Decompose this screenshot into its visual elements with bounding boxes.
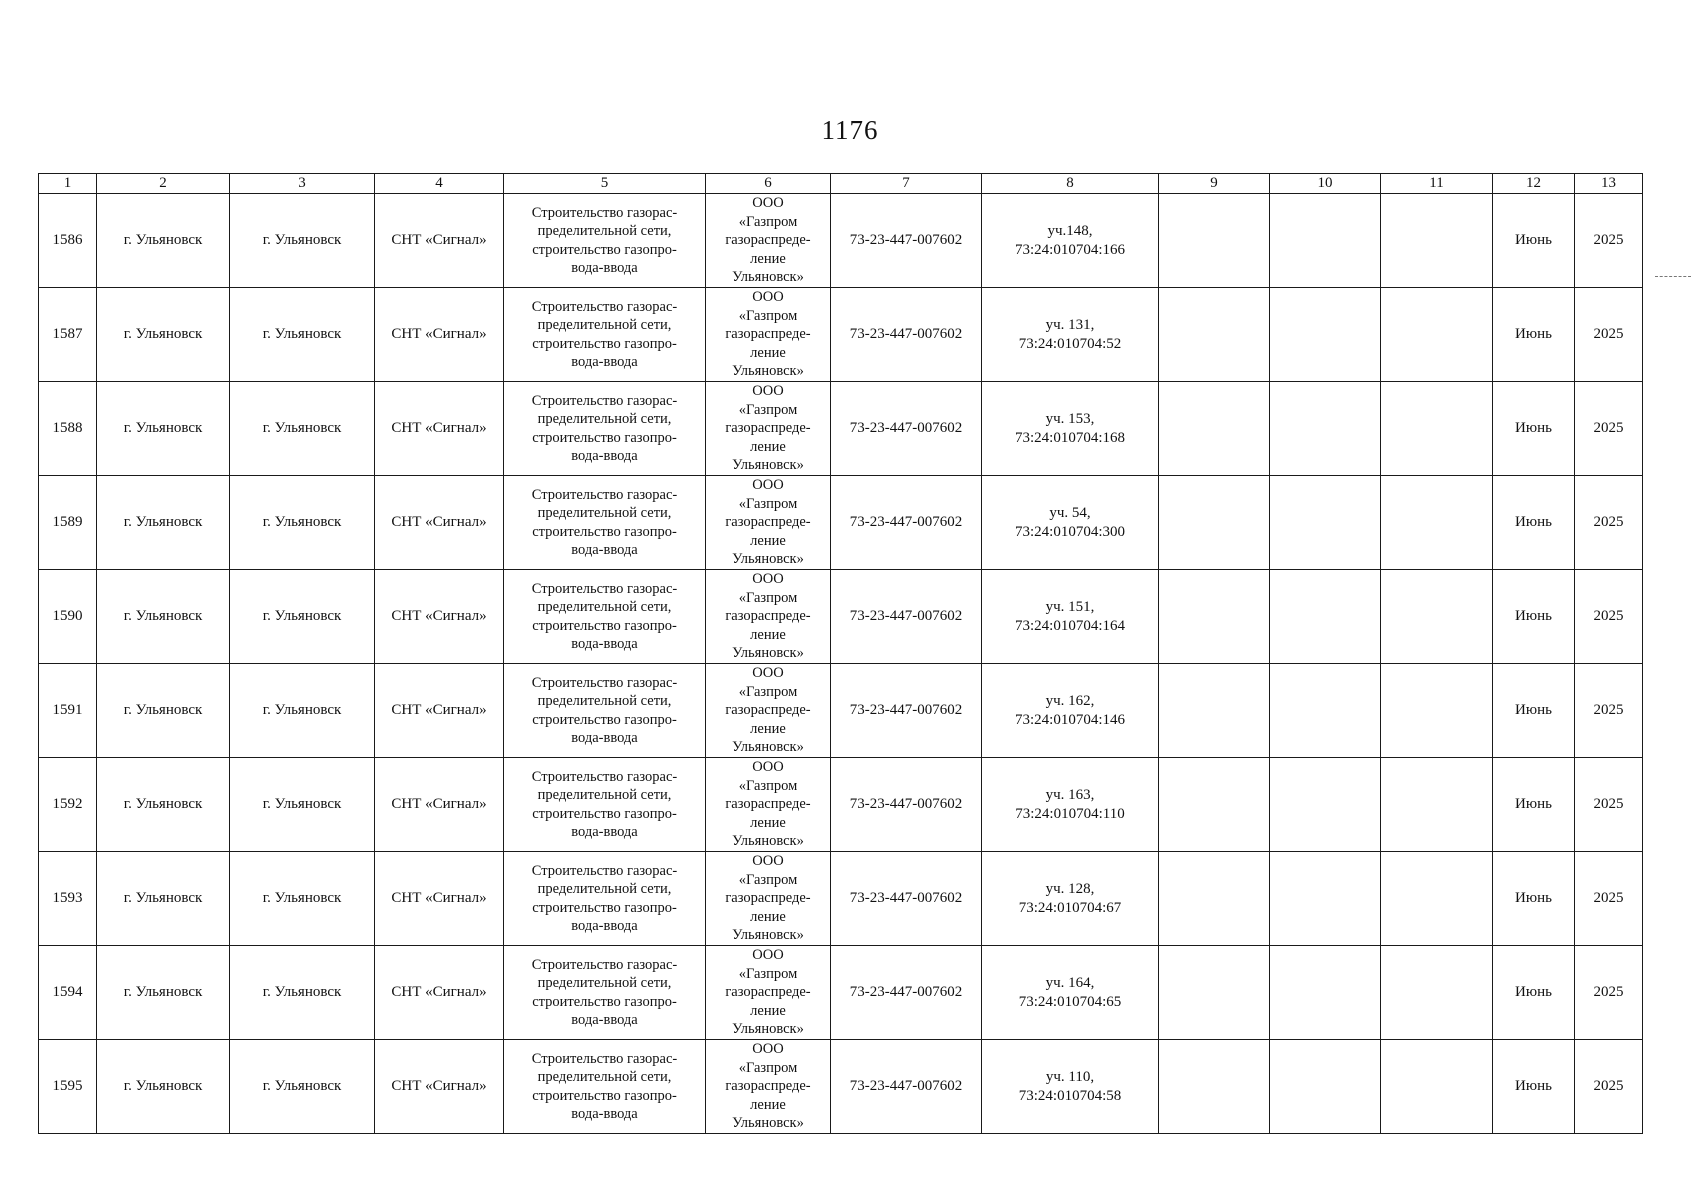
- region-cell: г. Ульяновск: [97, 852, 230, 946]
- settlement-cell: г. Ульяновск: [230, 476, 375, 570]
- month-cell: Июнь: [1493, 570, 1575, 664]
- program-code-cell: 73-23-447-007602: [831, 570, 982, 664]
- work-description-cell-line: Строительство газорас-: [531, 1050, 678, 1067]
- table-row: [39, 194, 1643, 288]
- locality-cell: СНТ «Сигнал»: [375, 758, 504, 852]
- plot-cadastral-cell-line: уч. 131,: [1045, 316, 1095, 333]
- organization-cell-line: Ульяновск»: [732, 269, 804, 286]
- plot-cadastral-cell-line: 73:24:010704:300: [1014, 523, 1125, 540]
- column-header: 2: [97, 174, 230, 194]
- year-cell: 2025: [1575, 570, 1643, 664]
- empty-cell-9: [1159, 852, 1270, 946]
- work-description-cell-line: вода-ввода: [571, 542, 638, 558]
- table-row: [39, 476, 1643, 570]
- plot-cadastral-cell: [982, 664, 1159, 758]
- settlement-cell: г. Ульяновск: [230, 382, 375, 476]
- organization-cell-line: ление: [750, 1096, 786, 1113]
- plot-cadastral-cell-line: 73:24:010704:146: [1014, 711, 1125, 728]
- program-code-cell: 73-23-447-007602: [831, 194, 982, 288]
- organization-cell-line: ООО: [752, 947, 784, 964]
- column-header: 4: [375, 174, 504, 194]
- organization-cell-line: ление: [750, 438, 786, 455]
- row-number-cell: 1595: [39, 1040, 97, 1134]
- organization-cell-line: Ульяновск»: [732, 739, 804, 756]
- page-number: 1176: [821, 115, 879, 145]
- work-description-cell-line: вода-ввода: [571, 918, 638, 934]
- program-code-cell: 73-23-447-007602: [831, 1040, 982, 1134]
- empty-cell-11: [1381, 288, 1493, 382]
- program-code-cell: 73-23-447-007602: [831, 852, 982, 946]
- work-description-cell-line: строительство газопро-: [532, 335, 677, 352]
- work-description-cell-line: строительство газопро-: [532, 241, 677, 258]
- region-cell: г. Ульяновск: [97, 194, 230, 288]
- empty-cell-10: [1270, 946, 1381, 1040]
- work-description-cell: [504, 758, 706, 852]
- work-description-cell-line: вода-ввода: [571, 730, 638, 746]
- work-description-cell-line: строительство газопро-: [532, 899, 677, 916]
- organization-cell-line: Ульяновск»: [732, 457, 804, 474]
- month-cell: Июнь: [1493, 946, 1575, 1040]
- empty-cell-9: [1159, 758, 1270, 852]
- organization-cell: [706, 664, 831, 758]
- work-description-cell-line: Строительство газорас-: [531, 204, 678, 221]
- row-number-cell: 1593: [39, 852, 97, 946]
- plot-cadastral-cell: [982, 288, 1159, 382]
- organization-cell: [706, 852, 831, 946]
- organization-cell: [706, 382, 831, 476]
- empty-cell-10: [1270, 664, 1381, 758]
- month-cell: Июнь: [1493, 852, 1575, 946]
- organization-cell-line: Ульяновск»: [732, 551, 804, 568]
- plot-cadastral-cell: [982, 946, 1159, 1040]
- work-description-cell-line: вода-ввода: [571, 1106, 638, 1122]
- plot-cadastral-cell-line: 73:24:010704:110: [1015, 805, 1125, 822]
- work-description-cell-line: пределительной сети,: [537, 223, 672, 239]
- program-code-cell: 73-23-447-007602: [831, 664, 982, 758]
- organization-cell-line: газораспреде-: [725, 232, 811, 249]
- organization-cell: [706, 946, 831, 1040]
- work-description-cell-line: Строительство газорас-: [531, 862, 678, 879]
- work-description-cell-line: Строительство газорас-: [531, 580, 678, 597]
- column-header: 3: [230, 174, 375, 194]
- organization-cell-line: Ульяновск»: [732, 645, 804, 662]
- work-description-cell-line: Строительство газорас-: [531, 392, 678, 409]
- empty-cell-11: [1381, 382, 1493, 476]
- table-row: [39, 382, 1643, 476]
- plot-cadastral-cell: [982, 382, 1159, 476]
- year-cell: 2025: [1575, 758, 1643, 852]
- row-number-cell: 1586: [39, 194, 97, 288]
- empty-cell-9: [1159, 570, 1270, 664]
- work-description-cell-line: пределительной сети,: [537, 975, 672, 991]
- organization-cell-line: ООО: [752, 289, 784, 306]
- organization-cell-line: «Газпром: [738, 213, 798, 230]
- organization-cell-line: «Газпром: [738, 683, 798, 700]
- work-description-cell-line: Строительство газорас-: [531, 674, 678, 691]
- locality-cell: СНТ «Сигнал»: [375, 664, 504, 758]
- empty-cell-10: [1270, 194, 1381, 288]
- organization-cell-line: газораспреде-: [725, 608, 811, 625]
- column-header: 9: [1159, 174, 1270, 194]
- row-number-cell: 1591: [39, 664, 97, 758]
- program-code-cell: 73-23-447-007602: [831, 476, 982, 570]
- empty-cell-10: [1270, 288, 1381, 382]
- work-description-cell: [504, 1040, 706, 1134]
- work-description-cell-line: Строительство газорас-: [531, 956, 678, 973]
- empty-cell-9: [1159, 382, 1270, 476]
- organization-cell-line: ление: [750, 344, 786, 361]
- program-code-cell: 73-23-447-007602: [831, 758, 982, 852]
- empty-cell-11: [1381, 476, 1493, 570]
- plot-cadastral-cell-line: уч. 110,: [1045, 1068, 1095, 1085]
- table-row: [39, 570, 1643, 664]
- table-header: [39, 174, 1643, 194]
- plot-cadastral-cell-line: 73:24:010704:58: [1018, 1087, 1122, 1104]
- organization-cell-line: «Газпром: [738, 495, 798, 512]
- locality-cell: СНТ «Сигнал»: [375, 476, 504, 570]
- work-description-cell-line: пределительной сети,: [537, 881, 672, 897]
- organization-cell-line: «Газпром: [738, 1059, 798, 1076]
- month-cell: Июнь: [1493, 288, 1575, 382]
- organization-cell-line: ление: [750, 626, 786, 643]
- region-cell: г. Ульяновск: [97, 946, 230, 1040]
- organization-cell-line: газораспреде-: [725, 796, 811, 813]
- program-code-cell: 73-23-447-007602: [831, 382, 982, 476]
- organization-cell: [706, 570, 831, 664]
- organization-cell-line: Ульяновск»: [732, 833, 804, 850]
- locality-cell: СНТ «Сигнал»: [375, 194, 504, 288]
- empty-cell-11: [1381, 946, 1493, 1040]
- organization-cell: [706, 758, 831, 852]
- plot-cadastral-cell: [982, 476, 1159, 570]
- work-description-cell-line: пределительной сети,: [537, 693, 672, 709]
- row-number-cell: 1592: [39, 758, 97, 852]
- organization-cell-line: ООО: [752, 853, 784, 870]
- organization-cell-line: ление: [750, 814, 786, 831]
- region-cell: г. Ульяновск: [97, 476, 230, 570]
- empty-cell-11: [1381, 1040, 1493, 1134]
- plot-cadastral-cell: [982, 570, 1159, 664]
- column-header: 7: [831, 174, 982, 194]
- plot-cadastral-cell-line: уч. 163,: [1045, 786, 1095, 803]
- plot-cadastral-cell: [982, 194, 1159, 288]
- plot-cadastral-cell-line: уч. 162,: [1045, 692, 1095, 709]
- plot-cadastral-cell-line: уч. 128,: [1045, 880, 1095, 897]
- plot-cadastral-cell-line: 73:24:010704:166: [1014, 241, 1125, 258]
- empty-cell-9: [1159, 194, 1270, 288]
- organization-cell-line: газораспреде-: [725, 514, 811, 531]
- plot-cadastral-cell: [982, 852, 1159, 946]
- organization-cell-line: газораспреде-: [725, 702, 811, 719]
- work-description-cell: [504, 946, 706, 1040]
- empty-cell-9: [1159, 664, 1270, 758]
- organization-cell-line: ООО: [752, 1041, 784, 1058]
- empty-cell-10: [1270, 1040, 1381, 1134]
- work-description-cell-line: строительство газопро-: [532, 805, 677, 822]
- plot-cadastral-cell: [982, 1040, 1159, 1134]
- work-description-cell: [504, 664, 706, 758]
- empty-cell-11: [1381, 194, 1493, 288]
- month-cell: Июнь: [1493, 382, 1575, 476]
- empty-cell-9: [1159, 476, 1270, 570]
- organization-cell: [706, 1040, 831, 1134]
- organization-cell-line: ООО: [752, 477, 784, 494]
- work-description-cell-line: вода-ввода: [571, 824, 638, 840]
- organization-cell-line: «Газпром: [738, 871, 798, 888]
- organization-cell-line: «Газпром: [738, 589, 798, 606]
- work-description-cell-line: Строительство газорас-: [531, 298, 678, 315]
- work-description-cell-line: строительство газопро-: [532, 429, 677, 446]
- work-description-cell: [504, 288, 706, 382]
- empty-cell-9: [1159, 946, 1270, 1040]
- work-description-cell-line: вода-ввода: [571, 354, 638, 370]
- locality-cell: СНТ «Сигнал»: [375, 946, 504, 1040]
- organization-cell: [706, 194, 831, 288]
- plot-cadastral-cell-line: уч. 153,: [1045, 410, 1095, 427]
- region-cell: г. Ульяновск: [97, 758, 230, 852]
- row-number-cell: 1590: [39, 570, 97, 664]
- plot-cadastral-cell-line: 73:24:010704:164: [1014, 617, 1125, 634]
- year-cell: 2025: [1575, 476, 1643, 570]
- table-row: [39, 758, 1643, 852]
- plot-cadastral-cell-line: уч. 54,: [1049, 504, 1091, 521]
- organization-cell-line: Ульяновск»: [732, 363, 804, 380]
- plot-cadastral-cell-line: 73:24:010704:168: [1014, 429, 1125, 446]
- program-code-cell: 73-23-447-007602: [831, 946, 982, 1040]
- empty-cell-9: [1159, 288, 1270, 382]
- region-cell: г. Ульяновск: [97, 1040, 230, 1134]
- month-cell: Июнь: [1493, 194, 1575, 288]
- empty-cell-11: [1381, 758, 1493, 852]
- work-description-cell: [504, 476, 706, 570]
- work-description-cell-line: строительство газопро-: [532, 711, 677, 728]
- organization-cell-line: газораспреде-: [725, 420, 811, 437]
- year-cell: 2025: [1575, 664, 1643, 758]
- work-description-cell: [504, 382, 706, 476]
- settlement-cell: г. Ульяновск: [230, 758, 375, 852]
- plot-cadastral-cell-line: уч. 164,: [1045, 974, 1095, 991]
- work-description-cell-line: вода-ввода: [571, 260, 638, 276]
- column-header: 11: [1381, 174, 1493, 194]
- program-code-cell: 73-23-447-007602: [831, 288, 982, 382]
- year-cell: 2025: [1575, 1040, 1643, 1134]
- month-cell: Июнь: [1493, 664, 1575, 758]
- settlement-cell: г. Ульяновск: [230, 1040, 375, 1134]
- empty-cell-9: [1159, 1040, 1270, 1134]
- work-description-cell-line: пределительной сети,: [537, 1069, 672, 1085]
- organization-cell: [706, 476, 831, 570]
- work-description-cell-line: Строительство газорас-: [531, 768, 678, 785]
- empty-cell-10: [1270, 382, 1381, 476]
- settlement-cell: г. Ульяновск: [230, 194, 375, 288]
- empty-cell-10: [1270, 570, 1381, 664]
- year-cell: 2025: [1575, 194, 1643, 288]
- locality-cell: СНТ «Сигнал»: [375, 852, 504, 946]
- row-number-cell: 1587: [39, 288, 97, 382]
- locality-cell: СНТ «Сигнал»: [375, 382, 504, 476]
- settlement-cell: г. Ульяновск: [230, 664, 375, 758]
- work-description-cell-line: пределительной сети,: [537, 411, 672, 427]
- organization-cell-line: газораспреде-: [725, 984, 811, 1001]
- column-header: 13: [1575, 174, 1643, 194]
- region-cell: г. Ульяновск: [97, 664, 230, 758]
- plot-cadastral-cell-line: 73:24:010704:67: [1018, 899, 1122, 916]
- empty-cell-10: [1270, 476, 1381, 570]
- settlement-cell: г. Ульяновск: [230, 852, 375, 946]
- column-header: 1: [39, 174, 97, 194]
- locality-cell: СНТ «Сигнал»: [375, 570, 504, 664]
- plot-cadastral-cell-line: уч.148,: [1047, 222, 1093, 239]
- column-header: 12: [1493, 174, 1575, 194]
- work-description-cell-line: пределительной сети,: [537, 599, 672, 615]
- organization-cell-line: газораспреде-: [725, 890, 811, 907]
- organization-cell-line: ООО: [752, 383, 784, 400]
- organization-cell-line: «Газпром: [738, 307, 798, 324]
- organization-cell: [706, 288, 831, 382]
- month-cell: Июнь: [1493, 1040, 1575, 1134]
- organization-cell-line: ление: [750, 720, 786, 737]
- plot-cadastral-cell-line: 73:24:010704:52: [1018, 335, 1122, 352]
- empty-cell-10: [1270, 758, 1381, 852]
- column-header: 5: [504, 174, 706, 194]
- region-cell: г. Ульяновск: [97, 382, 230, 476]
- register-table: [38, 173, 1643, 1134]
- year-cell: 2025: [1575, 288, 1643, 382]
- region-cell: г. Ульяновск: [97, 288, 230, 382]
- empty-cell-11: [1381, 852, 1493, 946]
- month-cell: Июнь: [1493, 476, 1575, 570]
- locality-cell: СНТ «Сигнал»: [375, 288, 504, 382]
- plot-cadastral-cell-line: 73:24:010704:65: [1018, 993, 1122, 1010]
- work-description-cell-line: строительство газопро-: [532, 993, 677, 1010]
- row-number-cell: 1589: [39, 476, 97, 570]
- column-number-row: [39, 174, 1643, 194]
- work-description-cell-line: строительство газопро-: [532, 1087, 677, 1104]
- organization-cell-line: газораспреде-: [725, 326, 811, 343]
- year-cell: 2025: [1575, 946, 1643, 1040]
- plot-cadastral-cell: [982, 758, 1159, 852]
- organization-cell-line: ление: [750, 250, 786, 267]
- column-header: 8: [982, 174, 1159, 194]
- organization-cell-line: «Газпром: [738, 965, 798, 982]
- column-header: 6: [706, 174, 831, 194]
- year-cell: 2025: [1575, 852, 1643, 946]
- settlement-cell: г. Ульяновск: [230, 570, 375, 664]
- work-description-cell-line: Строительство газорас-: [531, 486, 678, 503]
- organization-cell-line: Ульяновск»: [732, 927, 804, 944]
- organization-cell-line: ление: [750, 1002, 786, 1019]
- organization-cell-line: ление: [750, 908, 786, 925]
- organization-cell-line: Ульяновск»: [732, 1021, 804, 1038]
- empty-cell-11: [1381, 664, 1493, 758]
- work-description-cell-line: вода-ввода: [571, 1012, 638, 1028]
- locality-cell: СНТ «Сигнал»: [375, 1040, 504, 1134]
- plot-cadastral-cell-line: уч. 151,: [1045, 598, 1095, 615]
- work-description-cell-line: строительство газопро-: [532, 523, 677, 540]
- organization-cell-line: ООО: [752, 195, 784, 212]
- column-header: 10: [1270, 174, 1381, 194]
- organization-cell-line: ООО: [752, 665, 784, 682]
- organization-cell-line: ление: [750, 532, 786, 549]
- settlement-cell: г. Ульяновск: [230, 288, 375, 382]
- organization-cell-line: ООО: [752, 759, 784, 776]
- work-description-cell-line: строительство газопро-: [532, 617, 677, 634]
- table-row: [39, 288, 1643, 382]
- work-description-cell-line: вода-ввода: [571, 636, 638, 652]
- empty-cell-10: [1270, 852, 1381, 946]
- work-description-cell: [504, 852, 706, 946]
- table-row: [39, 1040, 1643, 1134]
- work-description-cell-line: пределительной сети,: [537, 787, 672, 803]
- empty-cell-11: [1381, 570, 1493, 664]
- table-row: [39, 664, 1643, 758]
- table-row: [39, 946, 1643, 1040]
- row-number-cell: 1594: [39, 946, 97, 1040]
- table-row: [39, 852, 1643, 946]
- year-cell: 2025: [1575, 382, 1643, 476]
- table-body: [39, 194, 1643, 1134]
- row-number-cell: 1588: [39, 382, 97, 476]
- scan-edge-mark: [1655, 276, 1691, 279]
- work-description-cell: [504, 570, 706, 664]
- work-description-cell: [504, 194, 706, 288]
- month-cell: Июнь: [1493, 758, 1575, 852]
- organization-cell-line: Ульяновск»: [732, 1115, 804, 1132]
- settlement-cell: г. Ульяновск: [230, 946, 375, 1040]
- work-description-cell-line: пределительной сети,: [537, 505, 672, 521]
- region-cell: г. Ульяновск: [97, 570, 230, 664]
- work-description-cell-line: пределительной сети,: [537, 317, 672, 333]
- organization-cell-line: газораспреде-: [725, 1078, 811, 1095]
- work-description-cell-line: вода-ввода: [571, 448, 638, 464]
- organization-cell-line: ООО: [752, 571, 784, 588]
- organization-cell-line: «Газпром: [738, 401, 798, 418]
- organization-cell-line: «Газпром: [738, 777, 798, 794]
